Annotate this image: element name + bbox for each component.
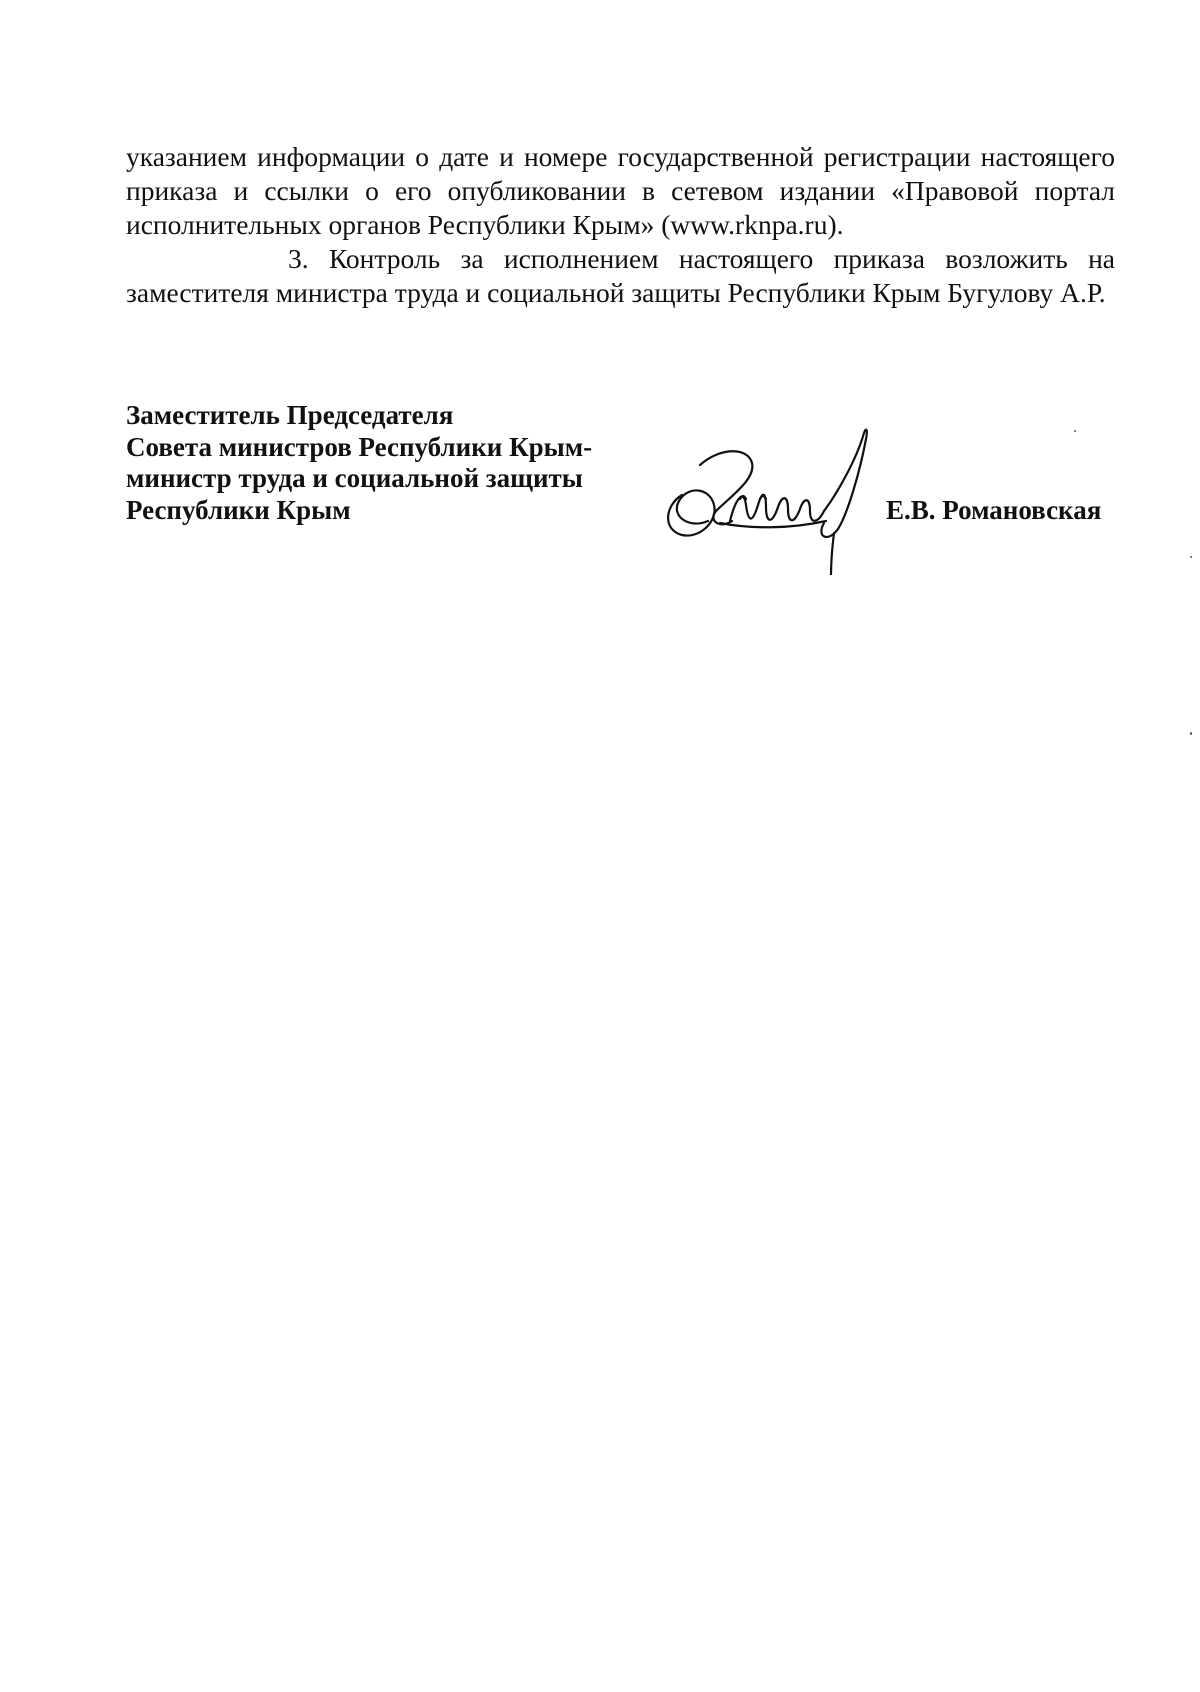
handwritten-signature — [660, 425, 900, 575]
signatory-title-line-3: министр труда и социальной защиты — [126, 463, 583, 493]
scan-speck — [1190, 732, 1192, 735]
signatory-title-line-1: Заместитель Председателя — [126, 400, 454, 430]
signer-name: Е.В. Романовская — [886, 495, 1102, 525]
signatory-title-line-4: Республики Крым — [126, 494, 351, 525]
item-3-number: 3. — [288, 243, 309, 274]
item-3-text: Контроль за исполнением настоящего приказа возложить на заместителя министра труда и социальной защиты Республики Крым Бугулову А.Р. — [126, 243, 1116, 308]
paragraph-continuation — [126, 140, 1115, 242]
scan-speck — [1190, 556, 1192, 558]
paragraph-text: указанием информации о дате и номере государственной регистрации настоящего приказа и ссылки о его опубликовании в сетевом издании «Правовой портал исполнительных органов Республики Крым» (www.rknpa.ru). — [126, 141, 1115, 240]
document-body — [126, 140, 1115, 310]
signatory-title — [126, 400, 592, 526]
scan-speck — [1074, 430, 1076, 432]
item-3-paragraph — [126, 242, 1115, 310]
signatory-title-line-2: Совета министров Республики Крым- — [126, 431, 593, 462]
